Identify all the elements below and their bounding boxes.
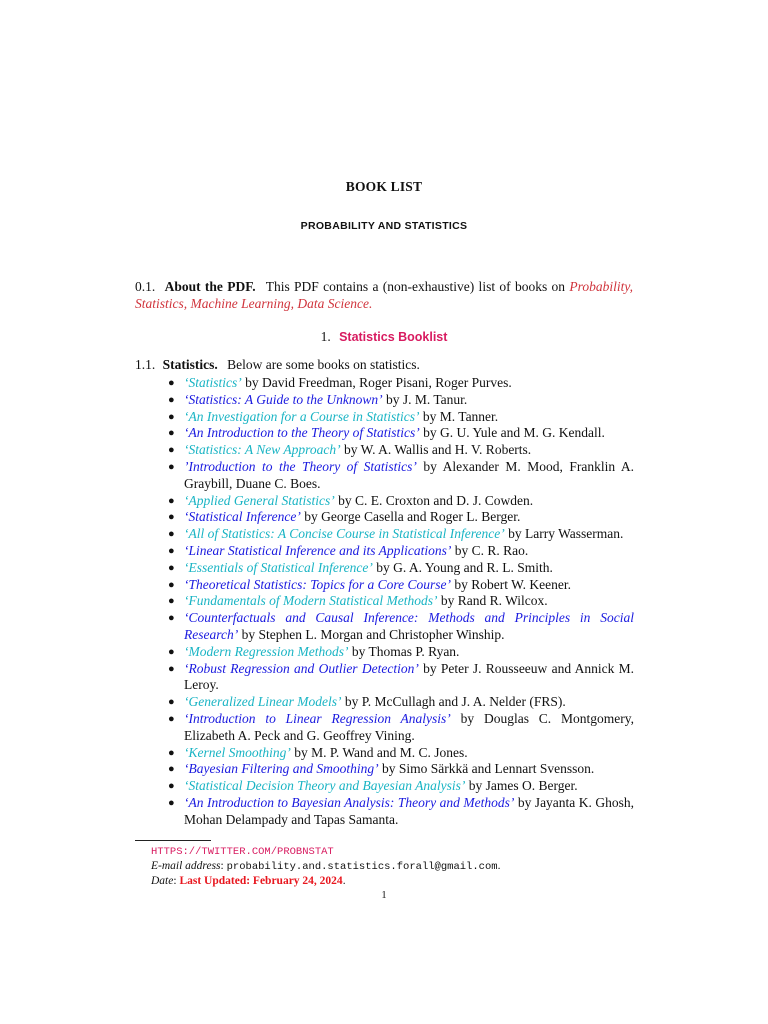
book-item [166, 459, 634, 493]
bullet-icon: ● [168, 780, 175, 793]
bullet-icon: ● [168, 444, 175, 457]
book-list [166, 375, 634, 829]
bullet-icon: ● [168, 544, 175, 557]
book-authors: by G. A. Young and R. L. Smith. [372, 559, 553, 575]
book-title-link[interactable]: ‘An Introduction to the Theory of Statistics’ [184, 425, 420, 441]
book-authors: by P. McCullagh and J. A. Nelder (FRS). [341, 694, 566, 710]
about-topics: Probability, Statistics, Machine Learning, Data Science. [135, 279, 633, 311]
bullet-icon: ● [168, 377, 175, 389]
book-item [166, 425, 634, 442]
book-item [166, 526, 634, 543]
subsection-intro: Below are some books on statistics. [227, 357, 420, 372]
document-subtitle: PROBABILITY AND STATISTICS [300, 220, 468, 232]
book-authors: by Jayanta K. Ghosh, Mohan Delampady and Tapas Samanta. [184, 794, 635, 827]
book-item [166, 442, 634, 459]
bullet-icon: ● [168, 578, 175, 591]
book-authors: by M. Tanner. [419, 408, 499, 424]
book-item [166, 694, 634, 711]
last-updated: Last Updated: February 24, 2024 [179, 875, 343, 887]
book-item [166, 593, 634, 610]
book-authors: by J. M. Tanur. [382, 391, 468, 407]
book-item [166, 509, 634, 526]
page-number: 1 [381, 890, 387, 901]
bullet-icon: ● [168, 427, 175, 440]
bullet-icon: ● [168, 612, 175, 625]
date-label: Date [151, 875, 174, 887]
book-title-link[interactable]: ‘Bayesian Filtering and Smoothing’ [184, 761, 379, 777]
bullet-icon: ● [168, 410, 175, 423]
book-item [166, 543, 634, 560]
book-title-link[interactable]: ‘All of Statistics: A Concise Course in Statistical Inference’ [184, 526, 505, 542]
book-item [166, 644, 634, 661]
book-title-link[interactable]: ‘Introduction to Linear Regression Analysis’ [184, 710, 451, 726]
bullet-icon: ● [168, 796, 175, 809]
section-number: 1. [320, 329, 331, 344]
book-authors: by Stephen L. Morgan and Christopher Winship. [238, 626, 505, 642]
bullet-icon: ● [168, 696, 175, 709]
book-authors: by James O. Berger. [465, 778, 578, 794]
book-authors: by Thomas P. Ryan. [348, 643, 460, 659]
book-item [166, 409, 634, 426]
email-address[interactable]: probability.and.statistics.forall@gmail.com [226, 861, 498, 873]
bullet-icon: ● [168, 645, 175, 658]
book-title-link[interactable]: ‘Modern Regression Methods’ [184, 643, 349, 659]
book-authors: by Rand R. Wilcox. [437, 593, 548, 609]
book-authors: by Simo Särkkä and Lennart Svensson. [378, 761, 595, 777]
book-title-link[interactable]: ‘Generalized Linear Models’ [184, 694, 342, 710]
book-title-link[interactable]: ‘Linear Statistical Inference and its Applications’ [184, 542, 452, 558]
book-authors: by C. E. Croxton and D. J. Cowden. [334, 492, 534, 508]
book-title-link[interactable]: ‘Statistics: A New Approach’ [184, 442, 341, 458]
book-item [166, 761, 634, 778]
about-paragraph [135, 278, 633, 312]
book-item [166, 610, 634, 644]
book-title-link[interactable]: ‘Statistical Decision Theory and Bayesian Analysis’ [184, 778, 466, 794]
book-title-link[interactable]: ‘Statistical Inference’ [184, 509, 301, 525]
book-authors: by David Freedman, Roger Pisani, Roger Purves. [241, 375, 512, 390]
footnote-date: Date: Last Updated: February 24, 2024. [151, 875, 346, 887]
book-item [166, 375, 634, 392]
book-title-link[interactable]: ‘Essentials of Statistical Inference’ [184, 559, 373, 575]
book-authors: by Robert W. Keener. [451, 576, 571, 592]
subsection-heading [135, 357, 633, 373]
book-authors: by Larry Wasserman. [504, 526, 624, 542]
book-title-link[interactable]: ‘An Introduction to Bayesian Analysis: Theory and Methods’ [184, 794, 515, 810]
book-item [166, 493, 634, 510]
book-title-link[interactable]: ‘Counterfactuals and Causal Inference: Methods and Principles in Social Research’ [184, 610, 634, 642]
book-title-link[interactable]: ‘Robust Regression and Outlier Detection’ [184, 660, 419, 676]
book-item [166, 577, 634, 594]
book-authors: by W. A. Wallis and H. V. Roberts. [340, 442, 532, 458]
book-item [166, 778, 634, 795]
book-title-link[interactable]: ‘Applied General Statistics’ [184, 492, 335, 508]
book-item [166, 745, 634, 762]
book-authors: by Alexander M. Mood, Franklin A. Graybill, Duane C. Boes. [184, 458, 634, 491]
book-title-link[interactable]: ‘Theoretical Statistics: Topics for a Core Course’ [184, 576, 452, 592]
bullet-icon: ● [168, 460, 175, 473]
book-authors: by Douglas C. Montgomery, Elizabeth A. Peck and G. Geoffrey Vining. [184, 710, 634, 743]
twitter-link[interactable]: HTTPS://TWITTER.COM/PROBNSTAT [151, 846, 334, 858]
bullet-icon: ● [168, 746, 175, 759]
book-item [166, 795, 634, 829]
book-item [166, 661, 634, 695]
bullet-icon: ● [168, 494, 175, 507]
book-authors: by G. U. Yule and M. G. Kendall. [419, 425, 605, 441]
bullet-icon: ● [168, 763, 175, 776]
section-title: Statistics Booklist [339, 330, 448, 344]
book-title-link[interactable]: ’Introduction to the Theory of Statistics’ [184, 458, 417, 474]
bullet-icon: ● [168, 561, 175, 574]
footnote-email: E-mail address: probability.and.statistics.forall@gmail.com. [151, 860, 501, 873]
book-item [166, 560, 634, 577]
about-number: 0.1. [135, 279, 156, 294]
book-title-link[interactable]: ‘Kernel Smoothing’ [184, 744, 291, 760]
email-label: E-mail address [151, 860, 221, 872]
book-title-link[interactable]: ‘Fundamentals of Modern Statistical Methods’ [184, 593, 438, 609]
book-item [166, 711, 634, 745]
book-authors: by Peter J. Rousseeuw and Annick M. Leroy. [184, 660, 634, 693]
subsection-title: Statistics. [162, 357, 218, 372]
bullet-icon: ● [168, 511, 175, 524]
document-title: BOOK LIST [345, 179, 423, 194]
bullet-icon: ● [168, 595, 175, 608]
book-authors: by George Casella and Roger L. Berger. [300, 509, 521, 525]
bullet-icon: ● [168, 528, 175, 541]
footnote-twitter [151, 844, 631, 860]
about-text: This PDF contains a (non-exhaustive) list of books on [265, 279, 566, 294]
book-authors: by M. P. Wand and M. C. Jones. [290, 744, 468, 760]
bullet-icon: ● [168, 712, 175, 725]
about-heading: About the PDF. [164, 279, 256, 294]
bullet-icon: ● [168, 393, 175, 406]
subsection-number: 1.1. [135, 357, 156, 372]
document-page [135, 0, 633, 1024]
book-title-link[interactable]: ‘Statistics: A Guide to the Unknown’ [184, 391, 383, 407]
book-title-link[interactable]: ‘Statistics’ [184, 375, 242, 390]
bullet-icon: ● [168, 662, 175, 675]
book-item [166, 392, 634, 409]
section-heading [135, 329, 633, 345]
book-authors: by C. R. Rao. [451, 542, 529, 558]
book-title-link[interactable]: ‘An Investigation for a Course in Statistics’ [184, 408, 420, 424]
footnote-rule [135, 840, 211, 841]
